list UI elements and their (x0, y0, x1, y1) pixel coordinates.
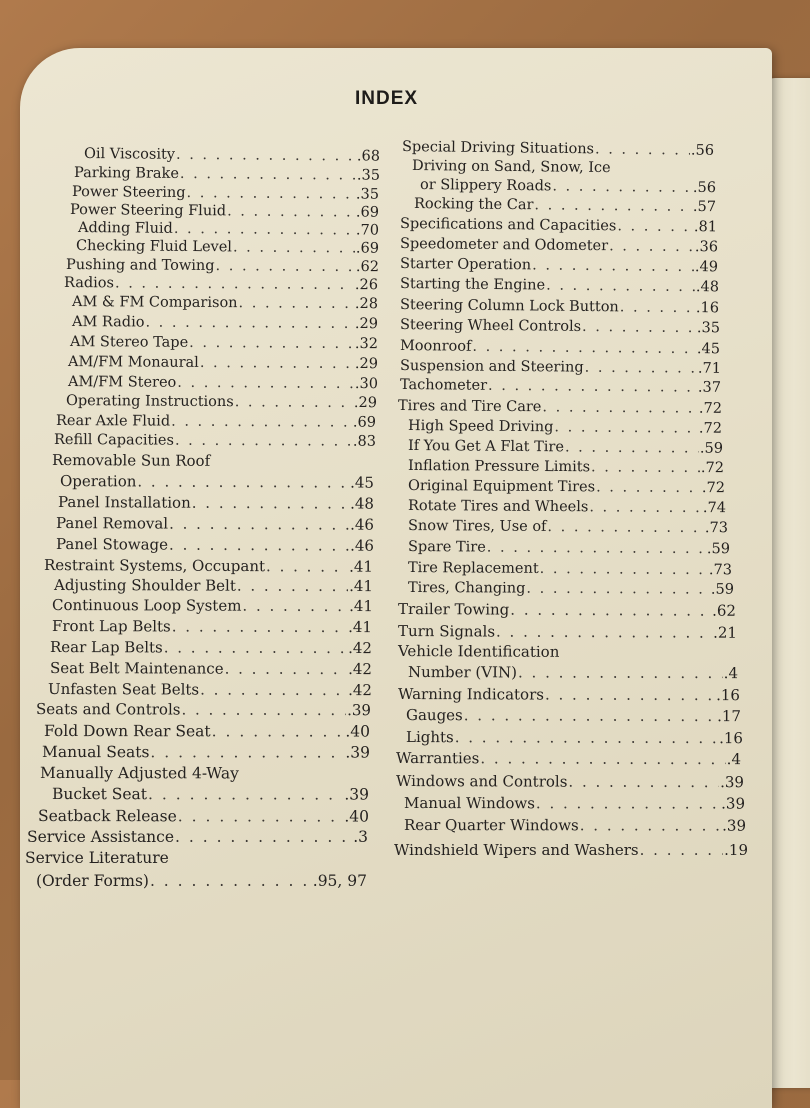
index-entry (56, 516, 374, 533)
index-entry-label: Oil Viscosity (83, 146, 176, 163)
index-entry-page: .17 (717, 707, 742, 726)
index-entry-label: Panel Installation (57, 493, 191, 512)
index-entry-label: Starter Operation (399, 256, 532, 274)
index-entry (400, 359, 721, 376)
index-entry (48, 682, 372, 698)
index-entry (400, 378, 721, 395)
index-entry (400, 298, 719, 316)
index-entry-page: .30 (354, 376, 379, 393)
index-entry-page: .41 (348, 618, 373, 637)
index-entry (408, 439, 723, 456)
index-entry-label: Power Steering (71, 184, 186, 201)
dot-leader (532, 258, 694, 274)
index-entry-page: .46 (350, 515, 375, 534)
dot-leader (181, 703, 346, 719)
index-entry-label: Fold Down Rear Seat (43, 722, 211, 741)
index-entry (78, 221, 379, 238)
index-entry-label: Panel Stowage (55, 535, 169, 554)
index-entry-page: .35 (355, 186, 380, 203)
index-entry-page: .42 (348, 639, 373, 658)
dot-leader (174, 222, 355, 238)
dot-leader (137, 474, 349, 490)
index-entry (70, 203, 379, 220)
dot-leader (238, 296, 353, 311)
index-entry-label: AM Stereo Tape (69, 334, 189, 351)
index-entry (50, 661, 372, 677)
index-entry-label: Speedometer and Odometer (399, 236, 609, 255)
index-entry-page: .42 (348, 660, 373, 679)
index-entry-label: Rear Quarter Windows (403, 816, 579, 835)
dot-leader (554, 420, 698, 436)
dot-leader (235, 395, 353, 410)
index-entry (54, 433, 376, 449)
index-entry-label: Checking Fluid Level (75, 238, 233, 256)
dot-leader (200, 683, 347, 699)
index-entry (408, 459, 724, 476)
index-entry-page: .40 (344, 807, 370, 826)
index-entry-page: .3 (353, 828, 368, 846)
index-entry-page: .81 (693, 219, 718, 236)
index-entry-page: .72 (698, 420, 723, 437)
index-entry (27, 830, 368, 846)
index-entry (58, 495, 374, 512)
index-entry-page: .70 (355, 222, 380, 239)
index-entry (404, 818, 746, 834)
dot-leader (176, 148, 356, 164)
index-entry-page: .26 (354, 277, 379, 294)
dot-leader (455, 730, 718, 746)
index-entry (70, 335, 378, 352)
dot-leader (216, 259, 355, 274)
dot-leader (547, 520, 704, 536)
index-entry (74, 166, 380, 183)
dot-leader (175, 830, 352, 846)
index-entry-label: Specifications and Capacities (399, 216, 617, 235)
index-entry-label: Rocking the Car (413, 196, 534, 214)
index-entry-label: Driving on Sand, Snow, Ice (411, 158, 611, 177)
index-entry-page: .16 (719, 729, 744, 748)
index-entry (406, 730, 743, 746)
dot-leader (609, 239, 694, 254)
index-entry (408, 561, 732, 578)
index-entry-label: Manual Seats (41, 743, 150, 762)
index-entry-page: .59 (706, 541, 731, 558)
index-entry (52, 619, 372, 635)
index-entry-label: (Order Forms) (36, 872, 149, 890)
index-entry-page: .39 (722, 816, 747, 835)
dot-leader (496, 625, 712, 641)
index-entry-label: Warranties (395, 749, 480, 768)
index-entry-page: .72 (698, 400, 723, 417)
index-entry (52, 598, 373, 614)
index-entry (72, 315, 378, 332)
index-entry (396, 751, 741, 767)
dot-leader (115, 276, 354, 292)
dot-leader (237, 579, 348, 594)
index-entry-label: Starting the Engine (399, 276, 546, 294)
dot-leader (169, 517, 349, 533)
dot-leader (536, 796, 720, 811)
index-entry (400, 339, 720, 357)
index-entry-label: Parking Brake (73, 165, 180, 182)
index-entry (44, 724, 370, 740)
index-entry (38, 809, 369, 825)
index-entry-page: .29 (354, 315, 379, 333)
dot-leader (472, 340, 696, 357)
index-entry-page: .42 (348, 681, 373, 700)
index-entry-label: Tire Replacement (407, 560, 539, 577)
index-entry-label: Original Equipment Tires (407, 478, 596, 496)
index-entry (412, 159, 611, 176)
index-entry-page: .35 (696, 320, 721, 337)
index-entry-page: .21 (713, 623, 738, 642)
index-entry-page: .29 (354, 356, 379, 373)
index-entry (414, 197, 716, 215)
index-entry-page: .48 (695, 279, 720, 296)
index-entry (398, 399, 722, 416)
index-entry-label: Front Lap Belts (51, 617, 171, 636)
index-entry-label: Rear Axle Fluid (55, 413, 171, 430)
index-entry-label: AM/FM Stereo (67, 374, 177, 391)
index-entry-page: .28 (354, 295, 379, 313)
index-entry-label: Inflation Pressure Limits (407, 458, 591, 476)
index-entry (66, 394, 377, 411)
index-entry-page: .56 (692, 179, 717, 197)
index-entry (398, 602, 736, 619)
index-entry-label: AM & FM Comparison (71, 294, 238, 312)
dot-leader (545, 688, 715, 704)
index-entry-page: .29 (353, 395, 378, 412)
index-entry-page: .49 (694, 259, 719, 276)
index-entry (50, 640, 372, 656)
index-entry-label: Pushing and Towing (65, 257, 215, 275)
dot-leader (591, 460, 700, 475)
index-entry-page: .74 (702, 500, 727, 517)
index-entry-label: Restraint Systems, Occupant (43, 556, 266, 576)
dot-leader (542, 400, 698, 416)
index-entry-label: Warning Indicators (397, 685, 545, 704)
index-entry (400, 217, 717, 235)
index-entry (400, 257, 718, 275)
index-entry-page: .57 (692, 198, 717, 216)
dot-leader (171, 415, 352, 430)
index-entry-page: .32 (354, 335, 379, 353)
index-entry-label: Turn Signals (397, 622, 496, 641)
dot-leader (565, 440, 699, 456)
index-entry-label: Windows and Controls (395, 772, 568, 791)
index-entry-label: If You Get A Flat Tire (407, 438, 565, 456)
dot-leader (242, 599, 348, 614)
index-entry (400, 237, 718, 255)
index-entry-label: Tires and Tire Care (397, 398, 542, 416)
dot-leader (595, 142, 690, 158)
dot-leader (617, 219, 693, 234)
dot-leader (200, 356, 354, 372)
index-entry-label: Seats and Controls (35, 700, 181, 719)
index-entry (404, 796, 745, 812)
index-entry (408, 540, 730, 557)
dot-leader (186, 186, 355, 202)
index-entry (54, 578, 373, 594)
dot-leader (169, 538, 349, 554)
index-entry-page: .37 (697, 379, 722, 396)
index-entry-page: .4 (726, 750, 742, 769)
index-entry-page: .45 (350, 473, 375, 492)
dot-leader (480, 751, 725, 767)
index-entry-label: Operation (59, 472, 137, 491)
index-entry (56, 414, 376, 430)
index-entry-label: Bucket Seat (51, 785, 148, 804)
index-entry-page: .62 (355, 259, 380, 276)
index-entry (44, 558, 373, 575)
dot-leader (178, 809, 344, 825)
index-entry-page: .45 (696, 341, 721, 358)
index-entry-page: .73 (704, 520, 729, 537)
dot-leader (150, 745, 344, 761)
index-entry (56, 537, 374, 554)
index-entry-label: Number (VIN) (407, 663, 518, 682)
index-entry-label: Seat Belt Maintenance (49, 659, 224, 678)
index-entry-page: .46 (350, 536, 375, 555)
dot-leader (175, 434, 352, 449)
index-entry (40, 766, 239, 782)
index-entry (408, 519, 728, 536)
index-entry-label: Vehicle Identification (397, 642, 560, 661)
dot-leader (464, 708, 716, 724)
index-entry (406, 708, 741, 724)
dot-leader (150, 874, 312, 890)
index-entry-label: Service Literature (25, 849, 169, 867)
index-entry-label: Panel Removal (55, 514, 169, 533)
dot-leader (518, 665, 723, 681)
index-entry (408, 499, 726, 516)
index-entry-label: Adding Fluid (77, 220, 173, 237)
index-entry (84, 147, 380, 164)
dot-leader (640, 843, 724, 858)
index-entry-label: Rotate Tires and Wheels (407, 498, 589, 516)
index-entry-label: Special Driving Situations (401, 139, 595, 158)
index-entry (408, 419, 722, 436)
index-entry-label: Manually Adjusted 4-Way (39, 764, 239, 783)
index-entry-label: or Slippery Roads (419, 177, 552, 195)
index-entry-page: .71 (697, 360, 722, 377)
index-entry (36, 702, 371, 718)
index-entry (398, 687, 740, 703)
dot-leader (546, 279, 695, 295)
dot-leader (488, 379, 697, 395)
dot-leader (526, 582, 710, 597)
index-entry-page: .41 (349, 597, 374, 616)
dot-leader (580, 818, 721, 833)
index-entry (42, 745, 370, 761)
index-entry (68, 375, 378, 392)
dot-leader (589, 500, 702, 515)
index-entry-label: Power Steering Fluid (69, 202, 227, 220)
index-entry-label: Unfasten Seat Belts (47, 680, 200, 699)
dot-leader (510, 603, 711, 619)
index-entry-page: .41 (349, 577, 374, 596)
index-entry-page: .36 (694, 239, 719, 256)
index-entry-page: .39 (345, 743, 371, 762)
dot-leader (620, 300, 695, 315)
index-entry (396, 774, 744, 790)
index-entry-page: .95, 97 (312, 872, 367, 890)
index-entry (68, 355, 378, 372)
index-entry-label: Windshield Wipers and Washers (394, 841, 639, 859)
index-entry-page: .69 (355, 204, 380, 221)
index-entry (394, 843, 748, 858)
index-entry-label: Seatback Release (37, 807, 177, 826)
index-entry-label: Suspension and Steering (399, 358, 584, 376)
index-entry-label: Spare Tire (407, 539, 486, 556)
dot-leader (585, 361, 697, 376)
index-entry-page: .16 (695, 300, 720, 317)
page-title: INDEX (355, 88, 419, 109)
index-entry (408, 581, 734, 597)
index-entry (400, 318, 720, 336)
index-entry-label: Steering Wheel Controls (399, 317, 582, 335)
dot-leader (534, 198, 692, 214)
index-entry-label: Rear Lap Belts (49, 638, 163, 657)
dot-leader (164, 640, 347, 656)
index-entry (25, 851, 169, 867)
index-entry-label: Continuous Loop System (51, 596, 242, 615)
index-entry (76, 239, 379, 256)
index-entry (66, 258, 379, 275)
index-entry-label: AM Radio (71, 314, 145, 331)
index-entry (398, 624, 737, 641)
dot-leader (582, 320, 696, 336)
index-entry-page: .59 (710, 581, 735, 598)
index-entry-page: .69 (352, 414, 377, 431)
index-entry-page: .39 (721, 794, 746, 813)
dot-leader (540, 562, 708, 578)
index-entry-page: .59 (699, 440, 724, 457)
index-entry-label: Refill Capacities (53, 432, 175, 449)
index-entry-page: .83 (352, 433, 377, 450)
dot-leader (172, 619, 347, 635)
index-entry-label: Moonroof (399, 338, 472, 355)
index-entry-page: .56 (690, 142, 715, 159)
dot-leader (180, 167, 356, 183)
index-entry-page: .19 (724, 841, 748, 859)
index-entry-label: Gauges (405, 706, 463, 725)
index-entry (60, 474, 374, 491)
index-entry-page: .4 (723, 664, 739, 683)
dot-leader (189, 336, 354, 352)
dot-leader (568, 775, 719, 791)
index-entry-label: Removable Sun Roof (51, 451, 211, 470)
index-entry-label: Adjusting Shoulder Belt (53, 576, 236, 595)
index-entry (36, 874, 367, 890)
index-entry (420, 178, 716, 196)
dot-leader (227, 204, 355, 220)
index-entry-label: AM/FM Monaural (67, 354, 199, 371)
index-entry-label: Tires, Changing (407, 580, 526, 597)
index-entry-page: .39 (347, 701, 372, 720)
dot-leader (233, 240, 355, 256)
index-entry (64, 276, 378, 293)
dot-leader (177, 376, 354, 392)
index-entry-page: .73 (708, 562, 733, 579)
index-entry-page: .72 (701, 480, 726, 497)
dot-leader (487, 541, 706, 557)
index-entry-label: Service Assistance (27, 828, 175, 846)
index-entry-label: Trailer Towing (397, 600, 510, 619)
dot-leader (145, 316, 354, 332)
index-entry-page: .69 (355, 240, 380, 257)
index-entry-page: .16 (716, 686, 741, 705)
index-entry-page: .39 (720, 773, 745, 792)
index-entry (52, 787, 369, 803)
index-entry (400, 277, 719, 295)
index-entry (398, 644, 559, 660)
index-entry-page: .68 (356, 148, 381, 165)
index-entry-page: .35 (356, 167, 381, 184)
index-entry-label: Radios (63, 275, 115, 292)
dot-leader (192, 496, 349, 512)
index-entry-label: Operating Instructions (65, 393, 234, 411)
dot-leader (212, 724, 345, 740)
index-entry (52, 453, 210, 469)
index-entry-page: .48 (350, 494, 375, 513)
index-entry-label: Steering Column Lock Button (399, 297, 619, 316)
index-entry-page: .40 (345, 722, 371, 741)
index-entry-page: .39 (344, 785, 370, 804)
index-entry-label: Snow Tires, Use of (407, 518, 547, 535)
index-entry-page: .62 (712, 601, 737, 620)
index-entry (72, 185, 379, 202)
index-entry-label: Tachometer (399, 377, 488, 394)
index-entry-page: .41 (349, 557, 374, 576)
index-entry-label: Manual Windows (403, 794, 535, 813)
index-entry (72, 295, 378, 312)
dot-leader (225, 662, 348, 677)
index-entry (408, 665, 738, 681)
dot-leader (148, 787, 343, 803)
index-entry (402, 140, 714, 158)
dot-leader (552, 179, 692, 195)
index-entry-label: High Speed Driving (407, 418, 554, 436)
dot-leader (596, 480, 701, 495)
index-entry-page: .72 (700, 460, 725, 477)
index-entry (408, 479, 725, 496)
index-entry-label: Lights (405, 728, 454, 747)
dot-leader (266, 559, 348, 574)
